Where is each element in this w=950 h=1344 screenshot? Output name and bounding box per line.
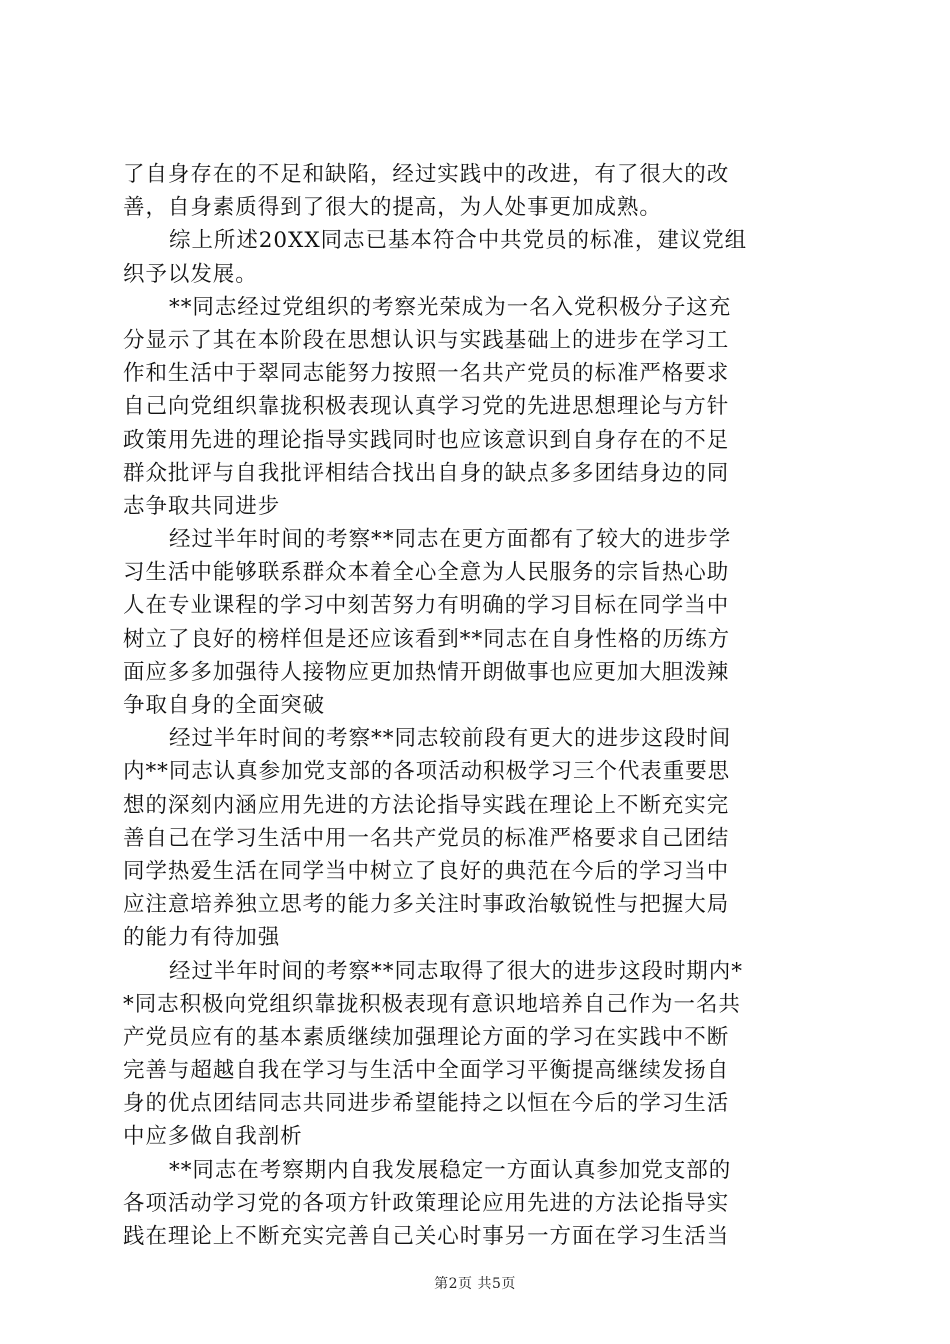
text-line: 产党员应有的基本素质继续加强理论方面的学习在实践中不断	[123, 1024, 730, 1050]
text-line: 人在专业课程的学习中刻苦努力有明确的学习目标在同学当中	[123, 593, 730, 619]
text-line: 群众批评与自我批评相结合找出自身的缺点多多团结身边的同	[123, 460, 730, 486]
text-line: 经过半年时间的考察**同志在更方面都有了较大的进步学	[169, 527, 732, 553]
text-line: 应注意培养独立思考的能力多关注时事政治敏锐性与把握大局	[123, 892, 730, 918]
text-line: 志争取共同进步	[123, 493, 281, 519]
text-line: 政策用先进的理论指导实践同时也应该意识到自身存在的不足	[123, 427, 730, 453]
page-footer: 第2页 共5页	[434, 1276, 516, 1292]
text-line: 善自己在学习生活中用一名共产党员的标准严格要求自己团结	[123, 825, 730, 851]
text-line: 完善与超越自我在学习与生活中全面学习平衡提高继续发扬自	[123, 1058, 730, 1084]
text-line: 作和生活中于翠同志能努力按照一名共产党员的标准严格要求	[123, 361, 730, 387]
text-line: 了自身存在的不足和缺陷，经过实践中的改进，有了很大的改	[123, 162, 730, 187]
text-line: 想的深刻内涵应用先进的方法论指导实践在理论上不断充实完	[123, 792, 730, 818]
text-line: *同志积极向党组织靠拢积极表现有意识地培养自己作为一名共	[123, 991, 741, 1017]
text-line: 习生活中能够联系群众本着全心全意为人民服务的宗旨热心助	[123, 560, 730, 586]
text-line: 中应多做自我剖析	[123, 1124, 303, 1150]
text-line: 综上所述20XX同志已基本符合中共党员的标准，建议党组	[169, 228, 748, 254]
text-line: 的能力有待加强	[123, 925, 281, 951]
text-line: 织予以发展。	[123, 261, 258, 287]
text-line: 各项活动学习党的各项方针政策理论应用先进的方法论指导实	[123, 1190, 730, 1216]
text-line: 树立了良好的榜样但是还应该看到**同志在自身性格的历练方	[123, 626, 731, 652]
text-line: 践在理论上不断充实完善自己关心时事另一方面在学习生活当	[123, 1224, 730, 1249]
text-line: 面应多多加强待人接物应更加热情开朗做事也应更加大胆泼辣	[123, 659, 730, 685]
text-line: 经过半年时间的考察**同志取得了很大的进步这段时期内*	[169, 958, 743, 984]
text-line: **同志经过党组织的考察光荣成为一名入党积极分子这充	[169, 294, 732, 320]
text-line: 分显示了其在本阶段在思想认识与实践基础上的进步在学习工	[123, 327, 730, 353]
text-line: **同志在考察期内自我发展稳定一方面认真参加党支部的	[169, 1157, 732, 1183]
text-line: 争取自身的全面突破	[123, 693, 326, 718]
text-line: 善，自身素质得到了很大的提高，为人处事更加成熟。	[123, 195, 662, 221]
text-line: 身的优点团结同志共同进步希望能持之以恒在今后的学习生活	[123, 1091, 730, 1117]
text-line: 内**同志认真参加党支部的各项活动积极学习三个代表重要思	[123, 759, 731, 785]
text-line: 同学热爱生活在同学当中树立了良好的典范在今后的学习当中	[123, 858, 730, 884]
document-body	[123, 158, 835, 1253]
text-line: 自己向党组织靠拢积极表现认真学习党的先进思想理论与方针	[123, 394, 730, 420]
text-line: 经过半年时间的考察**同志较前段有更大的进步这段时间	[169, 726, 732, 752]
